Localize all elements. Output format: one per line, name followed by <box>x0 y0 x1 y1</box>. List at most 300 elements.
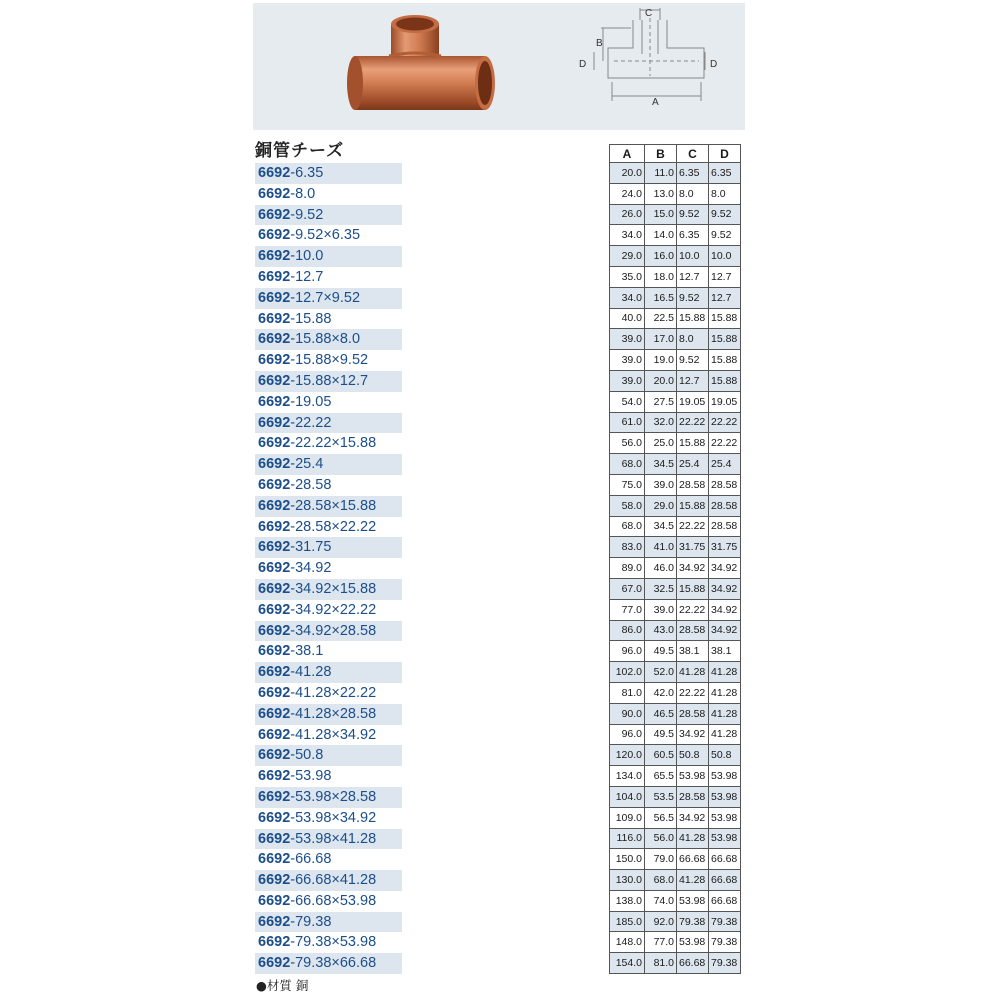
model-size: -79.38×53.98 <box>290 934 377 951</box>
model-size: -8.0 <box>290 185 316 202</box>
model-number: 6692 <box>258 560 291 577</box>
cell-b: 13.0 <box>645 183 677 204</box>
diagram-label-d-right: D <box>710 59 718 70</box>
cell-a: 39.0 <box>610 350 645 371</box>
cell-c: 19.05 <box>677 391 709 412</box>
cell-b: 32.0 <box>645 412 677 433</box>
table-row <box>610 786 741 807</box>
cell-c: 41.28 <box>677 828 709 849</box>
cell-c: 53.98 <box>677 890 709 911</box>
table-row <box>610 183 741 204</box>
model-row <box>255 662 402 683</box>
model-size: -53.98×34.92 <box>290 809 377 826</box>
table-row <box>610 828 741 849</box>
cell-b: 46.0 <box>645 558 677 579</box>
cell-c: 41.28 <box>677 662 709 683</box>
cell-c: 79.38 <box>677 911 709 932</box>
cell-a: 54.0 <box>610 391 645 412</box>
cell-a: 24.0 <box>610 183 645 204</box>
cell-a: 130.0 <box>610 870 645 891</box>
model-number: 6692 <box>258 289 291 306</box>
cell-d: 9.52 <box>709 225 741 246</box>
model-number: 6692 <box>258 684 291 701</box>
cell-c: 53.98 <box>677 766 709 787</box>
cell-b: 56.0 <box>645 828 677 849</box>
cell-a: 150.0 <box>610 849 645 870</box>
cell-a: 34.0 <box>610 225 645 246</box>
model-size: -50.8 <box>290 747 324 764</box>
table-row <box>610 495 741 516</box>
model-size: -66.68×41.28 <box>290 872 377 889</box>
model-row <box>255 517 402 538</box>
table-row <box>610 558 741 579</box>
cell-a: 134.0 <box>610 766 645 787</box>
model-number: 6692 <box>258 955 291 972</box>
model-size: -41.28×34.92 <box>290 726 377 743</box>
model-size: -34.92×15.88 <box>290 580 377 597</box>
cell-c: 15.88 <box>677 578 709 599</box>
table-row <box>610 911 741 932</box>
cell-c: 41.28 <box>677 870 709 891</box>
cell-b: 65.5 <box>645 766 677 787</box>
cell-c: 9.52 <box>677 287 709 308</box>
cell-c: 6.35 <box>677 225 709 246</box>
model-number: 6692 <box>258 913 291 930</box>
cell-b: 16.5 <box>645 287 677 308</box>
table-row <box>610 246 741 267</box>
model-row <box>255 870 402 891</box>
cell-a: 89.0 <box>610 558 645 579</box>
model-row <box>255 475 402 496</box>
cell-d: 79.38 <box>709 953 741 974</box>
model-number: 6692 <box>258 248 291 265</box>
table-row <box>610 350 741 371</box>
model-size: -22.22×15.88 <box>290 435 377 452</box>
table-row <box>610 745 741 766</box>
model-row <box>255 288 402 309</box>
cell-a: 61.0 <box>610 412 645 433</box>
cell-c: 53.98 <box>677 932 709 953</box>
cell-a: 120.0 <box>610 745 645 766</box>
cell-a: 86.0 <box>610 620 645 641</box>
cell-d: 34.92 <box>709 599 741 620</box>
cell-b: 39.0 <box>645 599 677 620</box>
cell-b: 74.0 <box>645 890 677 911</box>
model-row <box>255 787 402 808</box>
cell-d: 15.88 <box>709 350 741 371</box>
cell-b: 11.0 <box>645 163 677 184</box>
model-row <box>255 829 402 850</box>
table-row <box>610 682 741 703</box>
cell-c: 9.52 <box>677 204 709 225</box>
cell-d: 34.92 <box>709 558 741 579</box>
cell-d: 66.68 <box>709 849 741 870</box>
model-row <box>255 808 402 829</box>
model-row <box>255 621 402 642</box>
diagram-label-a: A <box>652 97 659 106</box>
table-row <box>610 953 741 974</box>
model-size: -12.7 <box>290 268 324 285</box>
table-row <box>610 370 741 391</box>
cell-b: 56.5 <box>645 807 677 828</box>
model-number: 6692 <box>258 456 291 473</box>
model-row <box>255 329 402 350</box>
model-number: 6692 <box>258 352 291 369</box>
model-row <box>255 309 402 330</box>
cell-d: 31.75 <box>709 537 741 558</box>
model-number: 6692 <box>258 664 291 681</box>
cell-d: 53.98 <box>709 786 741 807</box>
model-number: 6692 <box>258 268 291 285</box>
model-row <box>255 163 402 184</box>
cell-c: 15.88 <box>677 308 709 329</box>
table-row <box>610 308 741 329</box>
cell-b: 18.0 <box>645 266 677 287</box>
cell-a: 68.0 <box>610 454 645 475</box>
cell-a: 77.0 <box>610 599 645 620</box>
cell-c: 28.58 <box>677 474 709 495</box>
cell-a: 109.0 <box>610 807 645 828</box>
model-number: 6692 <box>258 934 291 951</box>
cell-c: 8.0 <box>677 183 709 204</box>
model-size: -12.7×9.52 <box>290 289 361 306</box>
model-row <box>255 745 402 766</box>
model-row <box>255 725 402 746</box>
cell-b: 14.0 <box>645 225 677 246</box>
cell-d: 22.22 <box>709 412 741 433</box>
cell-d: 12.7 <box>709 266 741 287</box>
model-size: -9.52×6.35 <box>290 227 361 244</box>
model-row <box>255 704 402 725</box>
cell-d: 34.92 <box>709 578 741 599</box>
cell-a: 81.0 <box>610 682 645 703</box>
model-row <box>255 932 402 953</box>
cell-a: 26.0 <box>610 204 645 225</box>
cell-d: 53.98 <box>709 766 741 787</box>
table-row <box>610 391 741 412</box>
cell-a: 39.0 <box>610 329 645 350</box>
diagram-label-c: C <box>645 8 653 19</box>
table-row <box>610 703 741 724</box>
model-number: 6692 <box>258 185 291 202</box>
table-row <box>610 287 741 308</box>
header-c: C <box>677 145 709 163</box>
model-row <box>255 579 402 600</box>
model-size: -34.92×22.22 <box>290 601 377 618</box>
table-row <box>610 163 741 184</box>
cell-b: 60.5 <box>645 745 677 766</box>
model-size: -53.98 <box>290 768 332 785</box>
model-row <box>255 766 402 787</box>
cell-a: 102.0 <box>610 662 645 683</box>
cell-b: 39.0 <box>645 474 677 495</box>
cell-a: 116.0 <box>610 828 645 849</box>
table-row <box>610 537 741 558</box>
cell-d: 15.88 <box>709 308 741 329</box>
model-row <box>255 392 402 413</box>
model-size: -6.35 <box>290 165 324 181</box>
cell-d: 41.28 <box>709 703 741 724</box>
cell-c: 8.0 <box>677 329 709 350</box>
model-size: -28.58×22.22 <box>290 518 377 535</box>
model-size: -31.75 <box>290 539 332 556</box>
cell-a: 67.0 <box>610 578 645 599</box>
model-number: 6692 <box>258 851 291 868</box>
cell-d: 19.05 <box>709 391 741 412</box>
model-row <box>255 205 402 226</box>
cell-b: 81.0 <box>645 953 677 974</box>
model-size: -79.38×66.68 <box>290 955 377 972</box>
header-a: A <box>610 145 645 163</box>
cell-d: 79.38 <box>709 932 741 953</box>
cell-a: 185.0 <box>610 911 645 932</box>
cell-b: 20.0 <box>645 370 677 391</box>
copper-tee-photo <box>343 8 503 120</box>
cell-c: 50.8 <box>677 745 709 766</box>
model-number: 6692 <box>258 372 291 389</box>
cell-b: 15.0 <box>645 204 677 225</box>
model-row <box>255 246 402 267</box>
table-row <box>610 412 741 433</box>
cell-d: 28.58 <box>709 516 741 537</box>
model-size: -53.98×28.58 <box>290 788 377 805</box>
cell-a: 83.0 <box>610 537 645 558</box>
model-number: 6692 <box>258 206 291 223</box>
model-number: 6692 <box>258 435 291 452</box>
cell-d: 38.1 <box>709 641 741 662</box>
table-row <box>610 578 741 599</box>
cell-c: 66.68 <box>677 849 709 870</box>
model-number: 6692 <box>258 497 291 514</box>
cell-d: 34.92 <box>709 620 741 641</box>
cell-c: 22.22 <box>677 599 709 620</box>
model-row <box>255 600 402 621</box>
model-number: 6692 <box>258 726 291 743</box>
cell-c: 34.92 <box>677 724 709 745</box>
cell-a: 138.0 <box>610 890 645 911</box>
cell-a: 56.0 <box>610 433 645 454</box>
model-row <box>255 225 402 246</box>
cell-a: 148.0 <box>610 932 645 953</box>
model-list <box>255 163 402 974</box>
model-size: -28.58 <box>290 476 332 493</box>
cell-d: 41.28 <box>709 724 741 745</box>
cell-c: 6.35 <box>677 163 709 184</box>
model-size: -15.88×9.52 <box>290 352 369 369</box>
cell-c: 28.58 <box>677 786 709 807</box>
table-row <box>610 890 741 911</box>
page-title: 銅管チーズ <box>255 141 345 161</box>
cell-b: 77.0 <box>645 932 677 953</box>
cell-a: 20.0 <box>610 163 645 184</box>
cell-a: 58.0 <box>610 495 645 516</box>
cell-b: 49.5 <box>645 641 677 662</box>
model-row <box>255 912 402 933</box>
cell-c: 28.58 <box>677 703 709 724</box>
model-number: 6692 <box>258 622 291 639</box>
model-size: -10.0 <box>290 248 324 265</box>
model-number: 6692 <box>258 747 291 764</box>
cell-d: 6.35 <box>709 163 741 184</box>
table-row <box>610 932 741 953</box>
cell-d: 79.38 <box>709 911 741 932</box>
cell-d: 53.98 <box>709 807 741 828</box>
cell-a: 39.0 <box>610 370 645 391</box>
cell-b: 68.0 <box>645 870 677 891</box>
diagram-label-d-left: D <box>579 59 587 70</box>
cell-c: 28.58 <box>677 620 709 641</box>
model-size: -28.58×15.88 <box>290 497 377 514</box>
cell-a: 75.0 <box>610 474 645 495</box>
cell-b: 34.5 <box>645 516 677 537</box>
model-row <box>255 891 402 912</box>
model-size: -34.92×28.58 <box>290 622 377 639</box>
table-row <box>610 849 741 870</box>
table-row <box>610 724 741 745</box>
table-row <box>610 454 741 475</box>
model-row <box>255 641 402 662</box>
cell-c: 12.7 <box>677 370 709 391</box>
model-size: -15.88 <box>290 310 332 327</box>
material-note: ●材質 銅 <box>256 978 309 993</box>
model-row <box>255 267 402 288</box>
cell-d: 50.8 <box>709 745 741 766</box>
cell-b: 27.5 <box>645 391 677 412</box>
model-row <box>255 350 402 371</box>
model-size: -41.28×22.22 <box>290 684 377 701</box>
model-number: 6692 <box>258 601 291 618</box>
cell-c: 34.92 <box>677 558 709 579</box>
cell-d: 8.0 <box>709 183 741 204</box>
model-size: -15.88×8.0 <box>290 331 361 348</box>
cell-d: 25.4 <box>709 454 741 475</box>
cell-c: 22.22 <box>677 682 709 703</box>
table-row <box>610 516 741 537</box>
tee-dimension-diagram <box>574 6 724 106</box>
model-size: -38.1 <box>290 643 324 660</box>
table-row <box>610 329 741 350</box>
table-row <box>610 266 741 287</box>
cell-c: 22.22 <box>677 412 709 433</box>
cell-b: 92.0 <box>645 911 677 932</box>
cell-b: 41.0 <box>645 537 677 558</box>
cell-c: 25.4 <box>677 454 709 475</box>
model-number: 6692 <box>258 414 291 431</box>
table-row <box>610 433 741 454</box>
model-number: 6692 <box>258 310 291 327</box>
cell-c: 10.0 <box>677 246 709 267</box>
model-row <box>255 537 402 558</box>
model-number: 6692 <box>258 393 291 410</box>
cell-a: 96.0 <box>610 724 645 745</box>
table-row <box>610 766 741 787</box>
table-row <box>610 474 741 495</box>
model-row <box>255 953 402 974</box>
cell-b: 29.0 <box>645 495 677 516</box>
model-size: -79.38 <box>290 913 332 930</box>
cell-a: 40.0 <box>610 308 645 329</box>
model-size: -41.28 <box>290 664 332 681</box>
dimension-table <box>609 144 741 974</box>
cell-a: 96.0 <box>610 641 645 662</box>
cell-a: 90.0 <box>610 703 645 724</box>
table-row <box>610 807 741 828</box>
model-size: -66.68×53.98 <box>290 892 377 909</box>
model-size: -34.92 <box>290 560 332 577</box>
model-size: -66.68 <box>290 851 332 868</box>
cell-d: 10.0 <box>709 246 741 267</box>
cell-c: 9.52 <box>677 350 709 371</box>
cell-c: 34.92 <box>677 807 709 828</box>
model-number: 6692 <box>258 476 291 493</box>
model-number: 6692 <box>258 580 291 597</box>
cell-c: 31.75 <box>677 537 709 558</box>
cell-b: 49.5 <box>645 724 677 745</box>
cell-b: 17.0 <box>645 329 677 350</box>
cell-b: 32.5 <box>645 578 677 599</box>
model-number: 6692 <box>258 518 291 535</box>
model-number: 6692 <box>258 331 291 348</box>
cell-b: 52.0 <box>645 662 677 683</box>
cell-b: 25.0 <box>645 433 677 454</box>
cell-b: 42.0 <box>645 682 677 703</box>
cell-b: 19.0 <box>645 350 677 371</box>
table-row <box>610 870 741 891</box>
cell-b: 34.5 <box>645 454 677 475</box>
cell-c: 22.22 <box>677 516 709 537</box>
table-row <box>610 204 741 225</box>
table-row <box>610 620 741 641</box>
model-number: 6692 <box>258 872 291 889</box>
model-number: 6692 <box>258 788 291 805</box>
cell-d: 22.22 <box>709 433 741 454</box>
model-number: 6692 <box>258 643 291 660</box>
cell-d: 53.98 <box>709 828 741 849</box>
table-header-row <box>610 145 741 163</box>
cell-c: 15.88 <box>677 495 709 516</box>
cell-b: 16.0 <box>645 246 677 267</box>
model-row <box>255 683 402 704</box>
model-row <box>255 849 402 870</box>
cell-d: 66.68 <box>709 870 741 891</box>
model-row <box>255 184 402 205</box>
cell-d: 15.88 <box>709 370 741 391</box>
cell-a: 68.0 <box>610 516 645 537</box>
model-number: 6692 <box>258 165 291 181</box>
cell-d: 28.58 <box>709 495 741 516</box>
cell-c: 15.88 <box>677 433 709 454</box>
cell-c: 38.1 <box>677 641 709 662</box>
cell-d: 41.28 <box>709 682 741 703</box>
cell-c: 12.7 <box>677 266 709 287</box>
model-number: 6692 <box>258 809 291 826</box>
model-size: -15.88×12.7 <box>290 372 369 389</box>
model-row <box>255 433 402 454</box>
model-row <box>255 454 402 475</box>
cell-d: 41.28 <box>709 662 741 683</box>
model-number: 6692 <box>258 768 291 785</box>
cell-a: 104.0 <box>610 786 645 807</box>
cell-a: 29.0 <box>610 246 645 267</box>
model-row <box>255 496 402 517</box>
model-size: -53.98×41.28 <box>290 830 377 847</box>
cell-b: 79.0 <box>645 849 677 870</box>
model-row <box>255 558 402 579</box>
model-size: -25.4 <box>290 456 324 473</box>
model-size: -41.28×28.58 <box>290 705 377 722</box>
model-number: 6692 <box>258 830 291 847</box>
header-b: B <box>645 145 677 163</box>
